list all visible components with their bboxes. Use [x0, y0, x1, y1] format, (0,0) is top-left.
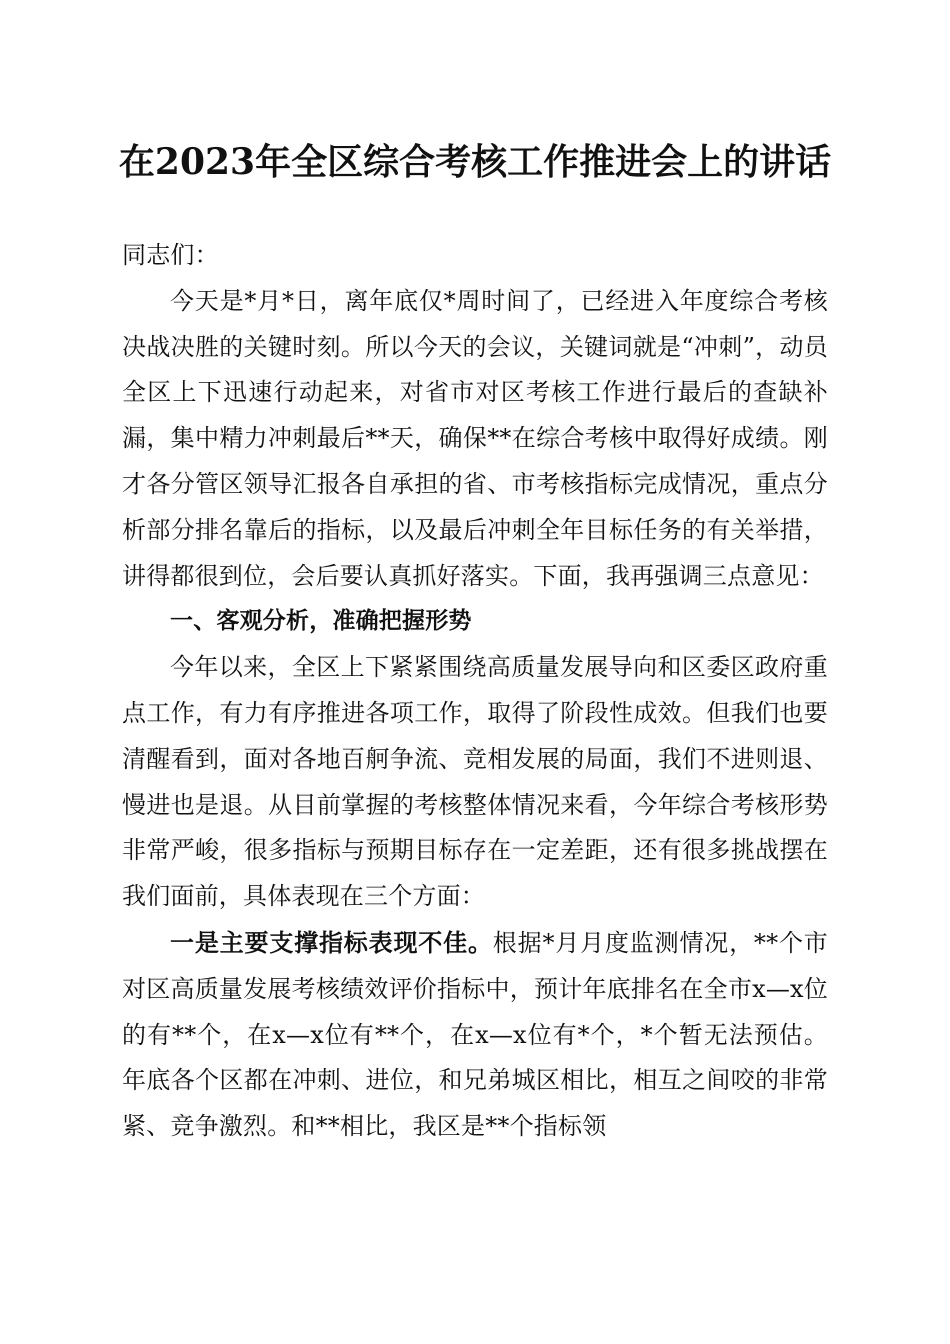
point-1-lead: 一是主要支撑指标表现不佳。 [170, 927, 493, 957]
section-1-paragraph: 今年以来，全区上下紧紧围绕高质量发展导向和区委区政府重点工作，有力有序推进各项工作，取得了阶段性成效。但我们也要清醒看到，面对各地百舸争流、竞相发展的局面，我们不进则退、慢进也是退。从目前掌握的考核整体情况来看，今年综合考核形势非常严峻，很多指标与预期目标存在一定差距，还有很多挑战摆在我们面前，具体表现在三个方面： [122, 653, 828, 911]
salutation: 同志们： [122, 241, 219, 269]
document-body [122, 233, 828, 1150]
point-1-text: 根据*月月度监测情况，**个市对区高质量发展考核绩效评价指标中，预计年底排名在全市x—x位的有**个，在x—x位有**个，在x—x位有*个，*个暂无法预估。年底各个区都在冲刺、进位，和兄弟城区相比，相互之间咬的非常紧、竞争激烈。和**相比，我区是**个指标领 [122, 928, 828, 1141]
opening-paragraph: 今天是*月*日，离年底仅*周时间了，已经进入年度综合考核决战决胜的关键时刻。所以今天的会议，关键词就是“冲刺”，动员全区上下迅速行动起来，对省市对区考核工作进行最后的查缺补漏，集中精力冲刺最后**天，确保**在综合考核中取得好成绩。刚才各分管区领导汇报各自承担的省、市考核指标完成情况，重点分析部分排名靠后的指标，以及最后冲刺全年目标任务的有关举措，讲得都很到位，会后要认真抓好落实。下面，我再强调三点意见： [122, 286, 828, 590]
section-1-point-1 [122, 920, 828, 1150]
section-1-heading: 一、客观分析，准确把握形势 [170, 608, 472, 635]
document-title: 在2023年全区综合考核工作推进会上的讲话 [118, 141, 832, 183]
